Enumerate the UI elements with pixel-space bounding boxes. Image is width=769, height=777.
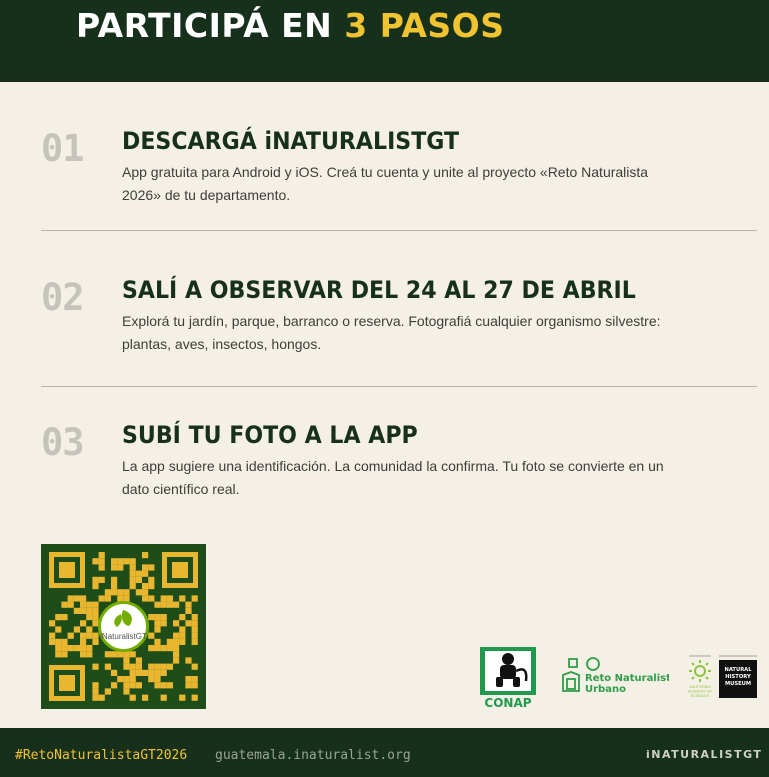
step-description: La app sugiere una identificación. La comunidad la confirma. Tu foto se convierte en un dato científico real. [122,458,664,497]
qr-code-graphic [41,544,206,709]
footer-bar [0,728,769,777]
qr-code[interactable] [41,544,206,709]
california-academy-logo [686,654,714,700]
step-number: 01 [41,127,84,170]
page-title [76,6,504,45]
natural-history-museum-logo [719,654,757,700]
reto-label-line1: Reto Naturalista [585,673,669,684]
svg-text:NATURAL: NATURAL [724,667,752,673]
reto-label-line2: Urbano [585,684,626,695]
conap-logo [480,647,536,709]
title-prefix: PARTICIPÁ EN [76,6,345,45]
title-accent: 3 PASOS [344,6,505,45]
footer-brand: iNATURALISTGT [646,748,763,761]
step-title: DESCARGÁ iNATURALISTGT [122,127,460,155]
step-description: App gratuita para Android y iOS. Creá tu cuenta y unite al proyecto «Reto Naturalista 2026» de tu departamento. [122,164,649,203]
inaturalist-logo-icon [100,603,148,651]
step-number: 02 [41,276,84,319]
svg-text:CALIFORNIA: CALIFORNIA [689,685,711,689]
svg-text:HISTORY: HISTORY [725,674,751,680]
conap-label: CONAP [484,696,532,709]
step-title: SALÍ A OBSERVAR DEL 24 AL 27 DE ABRIL [122,276,636,304]
reto-naturalista-urbano-logo [561,657,669,695]
footer-hashtag[interactable]: #RetoNaturalistaGT2026 [15,748,188,763]
step-description: Explorá tu jardín, parque, barranco o reserva. Fotografiá cualquier organismo silvestre: plantas, aves, insectos, hongos. [122,313,661,352]
svg-text:SCIENCES: SCIENCES [690,694,710,698]
step-number: 03 [41,421,84,464]
footer-url-link[interactable]: guatemala.inaturalist.org [215,748,411,763]
qr-center-label: iNaturalistGT [100,632,147,641]
svg-text:ACADEMY OF: ACADEMY OF [688,689,712,694]
svg-text:MUSEUM: MUSEUM [724,681,752,687]
sun-icon [689,660,711,682]
divider [41,230,757,231]
header-bar [0,0,769,82]
divider [41,386,757,387]
step-title: SUBÍ TU FOTO A LA APP [122,421,418,449]
